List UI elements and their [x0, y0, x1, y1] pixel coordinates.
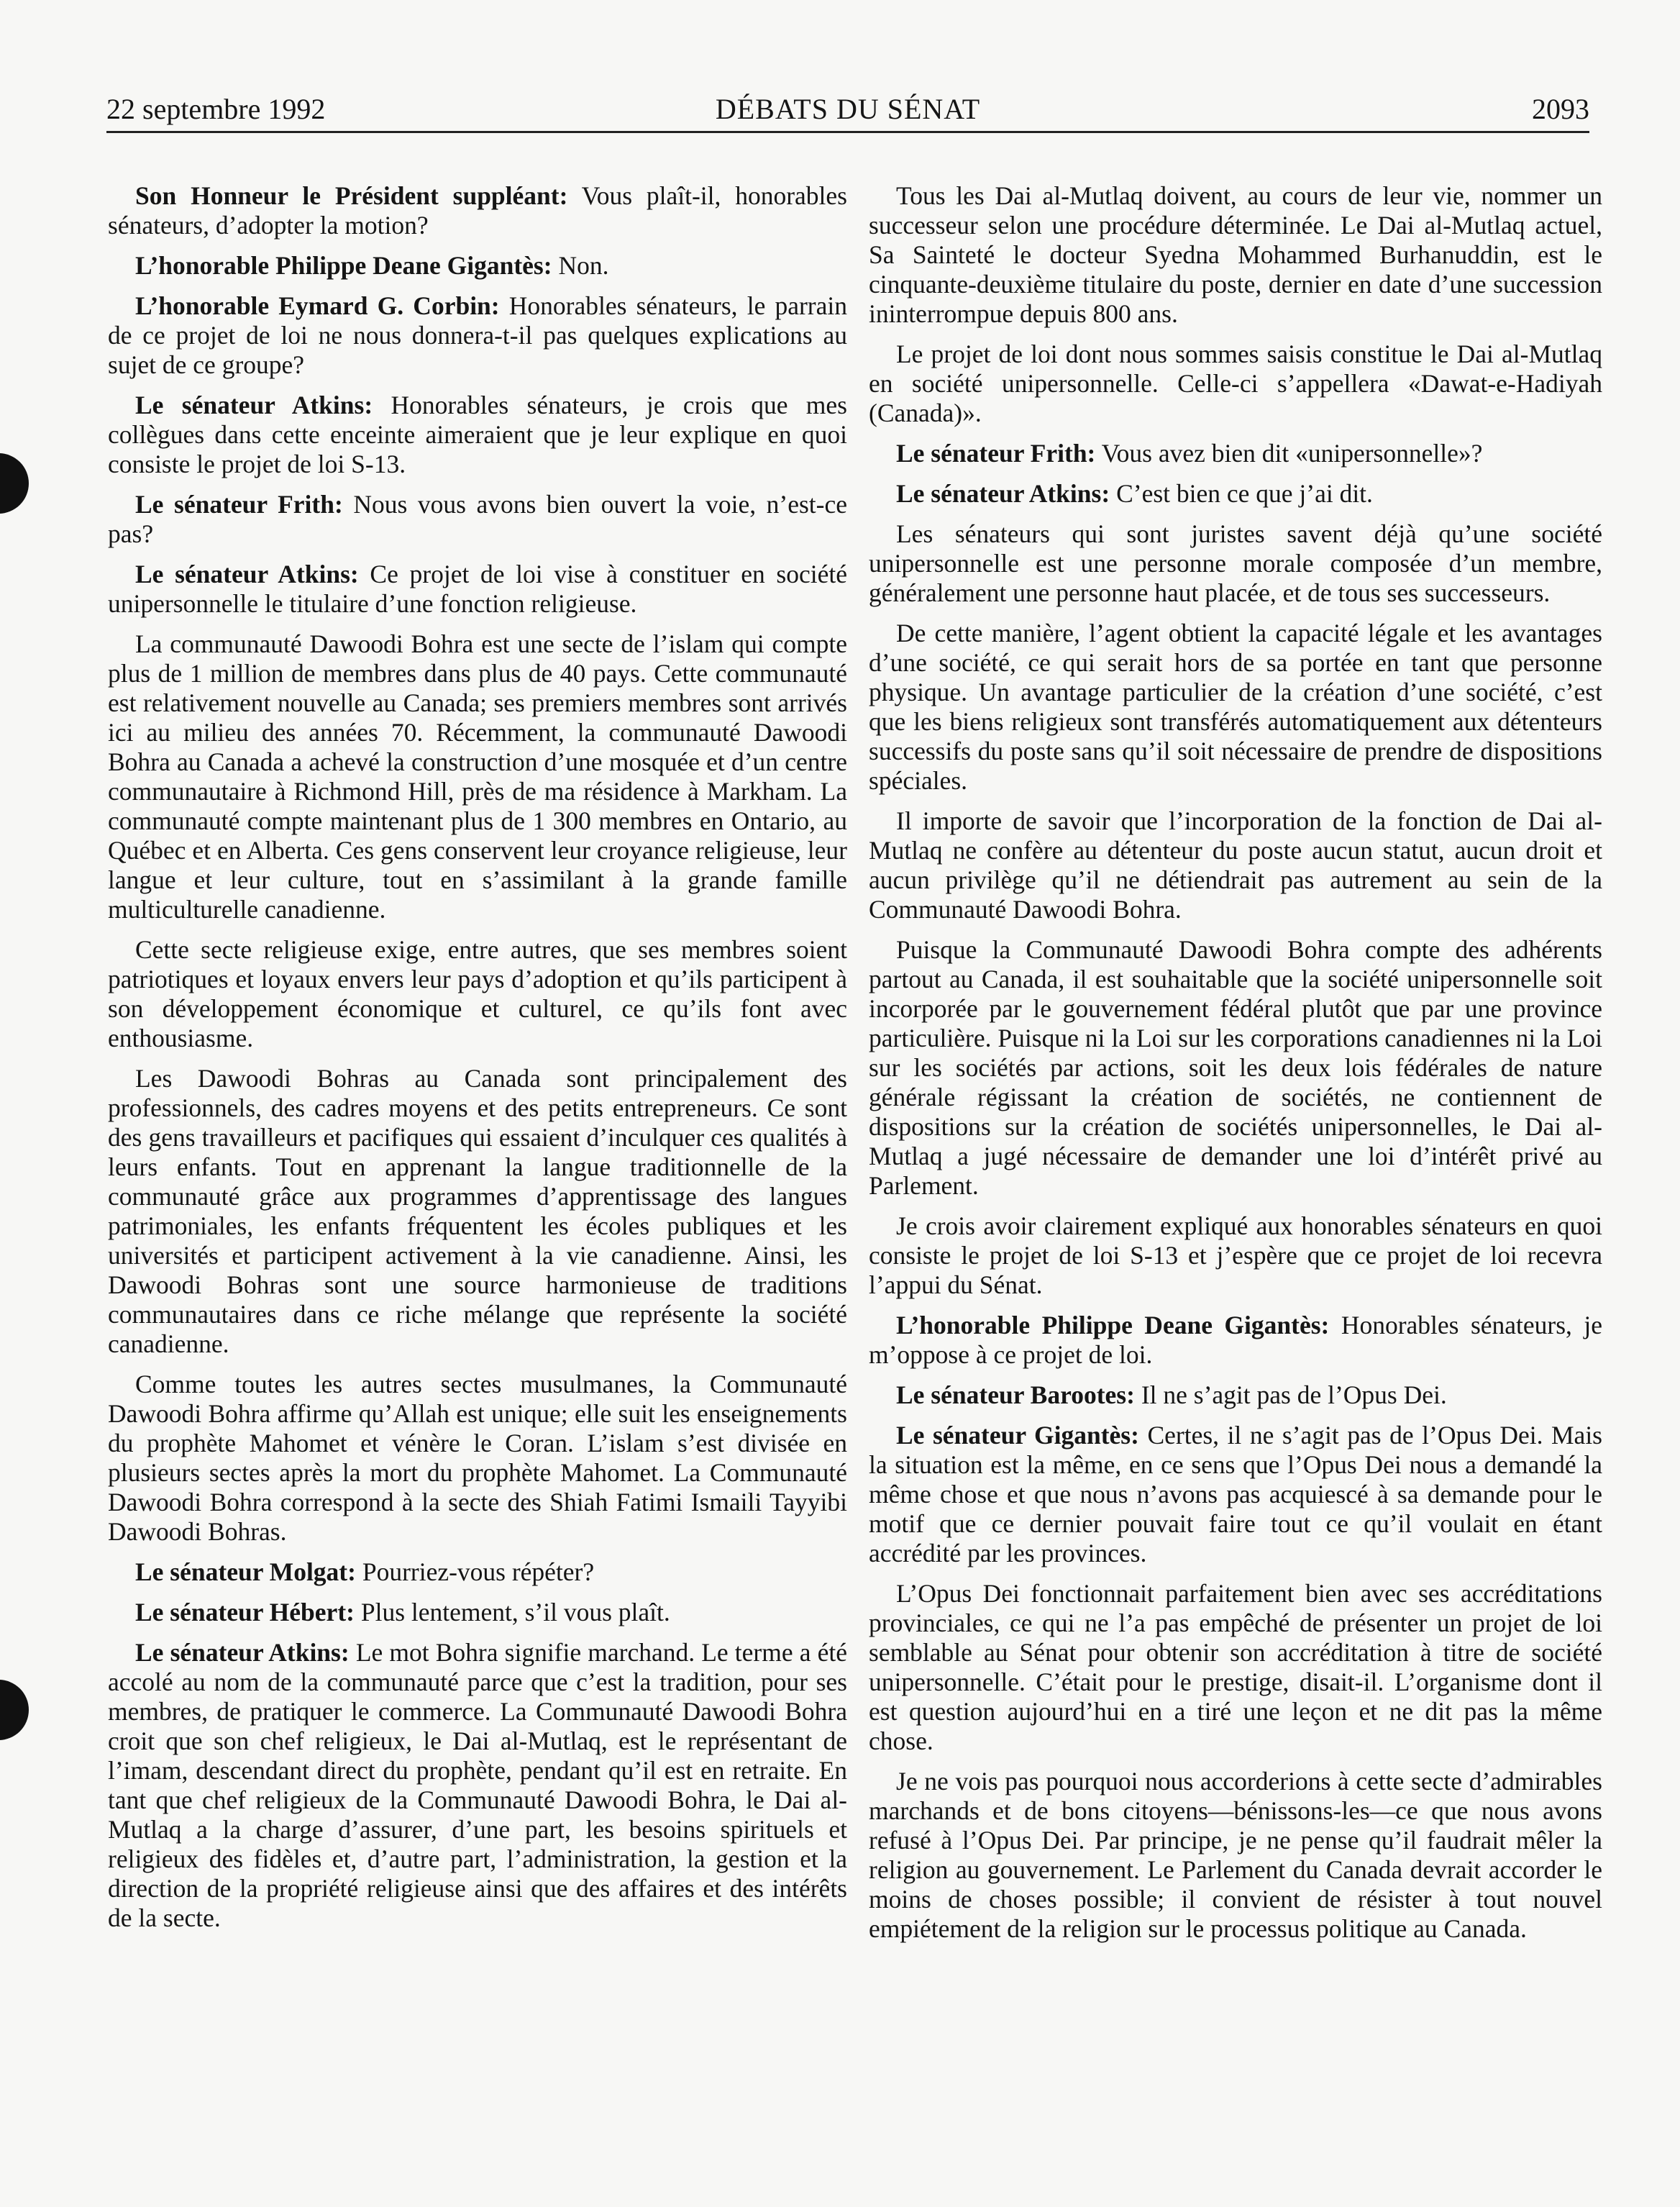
- paragraph-text: Vous plaît-il, honorables sénateurs, d’adopter la motion?: [108, 181, 847, 240]
- binding-tab-marker: [0, 1680, 29, 1740]
- speaker-name: Le sénateur Frith:: [896, 439, 1096, 468]
- paragraph-text: La communauté Dawoodi Bohra est une secte de l’islam qui compte plus de 1 million de membres dans plus de 40 pays. Cette communauté est relativement nouvelle au Canada; ses premiers membres sont arrivés ici au milieu des années 70. Récemment, la communauté Dawoodi Bohra au Canada a achevé la construction d’une mosquée et d’un centre communautaire à Richmond Hill, près de ma résidence à Markham. La communauté compte maintenant plus de 1 300 membres en Ontario, au Québec et en Alberta. Ces gens conservent leur croyance religieuse, leur langue et leur culture, tout en s’assimilant à la grande famille multiculturelle canadienne.: [108, 629, 847, 924]
- paragraph: [108, 560, 847, 619]
- paragraph: [869, 619, 1602, 796]
- paragraph-text: Honorables sénateurs, je crois que mes collègues dans cette enceinte aimeraient que je leur explique en quoi consiste le projet de loi S-13.: [108, 391, 847, 478]
- paragraph-text: Il ne s’agit pas de l’Opus Dei.: [1134, 1380, 1447, 1409]
- speaker-name: L’honorable Philippe Deane Gigantès:: [135, 251, 552, 280]
- paragraph: [108, 1557, 847, 1587]
- paragraph-text: Il importe de savoir que l’incorporation de la fonction de Dai al-Mutlaq ne confère au détenteur du poste aucun statut, aucun droit et aucun privilège qu’il ne détiendrait pas autrement au sein de la Communauté Dawoodi Bohra.: [869, 806, 1602, 924]
- paragraph-text: Honorables sénateurs, je m’oppose à ce projet de loi.: [869, 1311, 1603, 1369]
- speaker-name: Le sénateur Atkins:: [135, 391, 373, 419]
- left-column: [108, 181, 847, 1944]
- paragraph: [869, 1380, 1602, 1410]
- speaker-name: Le sénateur Atkins:: [135, 1638, 350, 1667]
- paragraph: [869, 1579, 1602, 1756]
- paragraph-text: Comme toutes les autres sectes musulmanes, la Communauté Dawoodi Bohra affirme qu’Allah est unique; elle suit les enseignements du prophète Mahomet et vénère le Coran. L’islam s’est divisée en plusieurs sectes après la mort du prophète Mahomet. La Communauté Dawoodi Bohra correspond à la secte des Shiah Fatimi Ismaili Tayyibi Dawoodi Bohras.: [108, 1370, 847, 1546]
- paragraph: [108, 1064, 847, 1359]
- paragraph: [869, 1767, 1602, 1944]
- right-column: [869, 181, 1602, 1955]
- paragraph: [869, 519, 1602, 608]
- paragraph-text: Puisque la Communauté Dawoodi Bohra compte des adhérents partout au Canada, il est souhaitable que la société unipersonnelle soit incorporée par le gouvernement fédéral plutôt que par une province particulière. Puisque ni la Loi sur les corporations canadiennes ni la Loi sur les sociétés par actions, soit les deux lois fédérales de nature générale régissant la création de sociétés, ne contiennent de dispositions sur la création de sociétés unipersonnelles, le Dai al-Mutlaq a jugé nécessaire de demander une loi d’intérêt privé au Parlement.: [869, 935, 1602, 1200]
- paragraph: [108, 251, 847, 281]
- paragraph: [869, 1421, 1602, 1568]
- paragraph: [869, 479, 1602, 509]
- paragraph: [869, 181, 1602, 329]
- paragraph: [869, 439, 1602, 468]
- paragraph-text: Pourriez-vous répéter?: [355, 1557, 595, 1586]
- speaker-name: Le sénateur Hébert:: [135, 1598, 355, 1626]
- header-title: DÉBATS DU SÉNAT: [715, 93, 981, 125]
- speaker-name: Le sénateur Atkins:: [135, 560, 359, 588]
- paragraph-text: L’Opus Dei fonctionnait parfaitement bien avec ses accréditations provinciales, ce qui ne l’a pas empêché de présenter un projet de loi semblable au Sénat pour obtenir son accréditation à titre de société unipersonnelle. C’était pour le prestige, disait-il. L’organisme dont il est question aujourd’hui en a tiré une leçon et ne dit pas la même chose.: [869, 1579, 1602, 1755]
- paragraph: [108, 1598, 847, 1627]
- paragraph-text: De cette manière, l’agent obtient la capacité légale et les avantages d’une société, ce qui serait hors de sa portée en tant que personne physique. Un avantage particulier de la création d’une société, c’est que les biens religieux sont transférés automatiquement aux détenteurs successifs du poste sans qu’il soit nécessaire de prendre de dispositions spéciales.: [869, 619, 1602, 795]
- paragraph: [108, 391, 847, 479]
- speaker-name: L’honorable Philippe Deane Gigantès:: [896, 1311, 1330, 1339]
- paragraph-text: Je crois avoir clairement expliqué aux honorables sénateurs en quoi consiste le projet de loi S-13 et j’espère que ce projet de loi recevra l’appui du Sénat.: [869, 1211, 1602, 1299]
- speaker-name: L’honorable Eymard G. Corbin:: [135, 291, 500, 320]
- paragraph-text: Le projet de loi dont nous sommes saisis constitue le Dai al-Mutlaq en société unipersonnelle. Celle-ci s’appellera «Dawat-e-Hadiyah (Canada)».: [869, 340, 1602, 427]
- paragraph-text: Non.: [552, 251, 609, 280]
- speaker-name: Le sénateur Barootes:: [896, 1380, 1135, 1409]
- speaker-name: Le sénateur Molgat:: [135, 1557, 356, 1586]
- paragraph: [869, 340, 1602, 428]
- page-number: 2093: [1532, 93, 1589, 125]
- paragraph: [869, 806, 1602, 924]
- paragraph-text: Les Dawoodi Bohras au Canada sont principalement des professionnels, des cadres moyens et des petits entrepreneurs. Ce sont des gens travailleurs et pacifiques qui essaient d’inculquer ces qualités à leurs enfants. Tout en apprenant la langue traditionnelle de la communauté grâce aux programmes d’apprentissage des langues patrimoniales, les enfants fréquentent les écoles publiques et les universités et participent activement à la vie canadienne. Ainsi, les Dawoodi Bohras sont une source harmonieuse de traditions communautaires dans ce riche mélange que représente la société canadienne.: [108, 1064, 847, 1358]
- page-header: [106, 88, 1589, 133]
- paragraph-text: Nous vous avons bien ouvert la voie, n’est-ce pas?: [108, 490, 847, 548]
- speaker-name: Le sénateur Gigantès:: [896, 1421, 1139, 1450]
- paragraph-text: Plus lentement, s’il vous plaît.: [354, 1598, 670, 1626]
- paragraph-text: Ce projet de loi vise à constituer en société unipersonnelle le titulaire d’une fonction religieuse.: [108, 560, 847, 618]
- paragraph-text: Tous les Dai al-Mutlaq doivent, au cours de leur vie, nommer un successeur selon une procédure déterminée. Le Dai al-Mutlaq actuel, Sa Sainteté le docteur Syedna Mohammed Burhanuddin, est le cinquante-deuxième titulaire du poste, dernier en date d’une succession ininterrompue depuis 800 ans.: [869, 181, 1602, 328]
- speaker-name: Le sénateur Frith:: [135, 490, 343, 519]
- paragraph: [108, 291, 847, 380]
- paragraph: [108, 181, 847, 240]
- paragraph-text: Certes, il ne s’agit pas de l’Opus Dei. Mais la situation est la même, en ce sens que l’Opus Dei nous a demandé la même chose et que nous n’avons pas acquiescé à sa demande pour le motif que ce dernier pouvait faire tout ce qu’il voulait en étant accrédité par les provinces.: [869, 1421, 1602, 1567]
- header-date: 22 septembre 1992: [106, 93, 326, 125]
- paragraph: [869, 935, 1602, 1201]
- paragraph-text: Je ne vois pas pourquoi nous accorderions à cette secte d’admirables marchands et de bons citoyens—bénissons-les—ce que nous avons refusé à l’Opus Dei. Par principe, je ne pense qu’il faudrait mêler la religion au gouvernement. Le Parlement du Canada devrait accorder le moins de choses possible; il convient de résister à tout nouvel empiétement de la religion sur le processus politique au Canada.: [869, 1767, 1602, 1943]
- paragraph: [108, 935, 847, 1053]
- paragraph-text: C’est bien ce que j’ai dit.: [1110, 479, 1373, 508]
- paragraph-text: Les sénateurs qui sont juristes savent déjà qu’une société unipersonnelle est une personne morale composée d’un membre, généralement une personne haut placée, et de tous ses successeurs.: [869, 519, 1602, 607]
- paragraph: [869, 1211, 1602, 1300]
- paragraph: [869, 1311, 1602, 1370]
- paragraph: [108, 1370, 847, 1547]
- paragraph: [108, 1638, 847, 1933]
- paragraph-text: Le mot Bohra signifie marchand. Le terme a été accolé au nom de la communauté parce que c’est la tradition, pour ses membres, de pratiquer le commerce. La Communauté Dawoodi Bohra croit que son chef religieux, le Dai al-Mutlaq, est le représentant de l’imam, descendant direct du prophète, pendant qu’il est en retraite. En tant que chef religieux de la Communauté Dawoodi Bohra, le Dai al-Mutlaq a la charge d’assurer, d’une part, les besoins spirituels et religieux des fidèles et, d’autre part, l’administration, la gestion et la direction de la propriété religieuse ainsi que des affaires et des intérêts de la secte.: [108, 1638, 847, 1932]
- paragraph-text: Cette secte religieuse exige, entre autres, que ses membres soient patriotiques et loyaux envers leur pays d’adoption et qu’ils participent à son développement économique et culturel, ce qu’ils font avec enthousiasme.: [108, 935, 847, 1052]
- speaker-name: Le sénateur Atkins:: [896, 479, 1110, 508]
- paragraph: [108, 629, 847, 924]
- binding-tab-marker: [0, 453, 29, 514]
- speaker-name: Son Honneur le Président suppléant:: [135, 181, 568, 210]
- paragraph-text: Honorables sénateurs, le parrain de ce projet de loi ne nous donnera-t-il pas quelques explications au sujet de ce groupe?: [108, 291, 847, 379]
- paragraph-text: Vous avez bien dit «unipersonnelle»?: [1095, 439, 1483, 468]
- paragraph: [108, 490, 847, 549]
